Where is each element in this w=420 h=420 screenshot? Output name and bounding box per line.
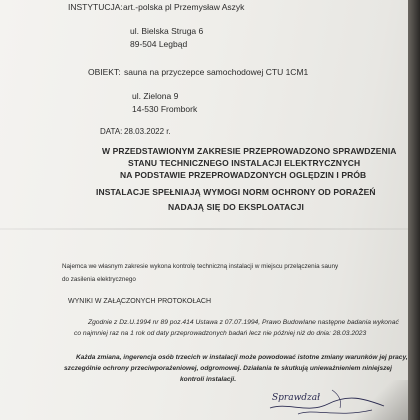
results-heading: WYNIKI W ZAŁĄCZONYCH PROTOKOŁACH [68,298,211,305]
institution-street: ul. Bielska Struga 6 [130,26,204,36]
warning-line-2: szczególnie ochrony przeciwporażeniowej, odgromowej. Działania te skutkują unieważnieniem niniejszej [64,365,392,372]
svg-text:Sprawdzał: Sprawdzał [272,393,321,403]
scope-line-1: Najemca we własnym zakresie wykona kontrolę techniczną instalacji w miejscu przelączenia sauny [62,263,339,270]
institution-name: art.-polska pl Przemysław Aszyk [123,2,245,12]
paper-fold [0,228,412,230]
statement-line-4: INSTALACJE SPEŁNIAJĄ WYMOGI NORM OCHRONY OD PORAŻEŃ [96,187,376,197]
object-street: ul. Zielona 9 [132,91,179,101]
legal-line-2: co najmniej raz na 1 rok od daty przeprowadzonych badań lecz nie później niż do dnia: 28.03.2023 [74,330,367,337]
object-city: 14-530 Frombork [132,104,198,114]
scope-line-2: do zasilenia elektrycznego [62,276,136,283]
object-name: sauna na przyczepce samochodowej CTU 1CM1 [124,67,309,77]
statement-line-5: NADAJĄ SIĘ DO EKSPLOATACJI [168,202,304,212]
background-edge [408,0,420,420]
page-shadow-corner [352,380,412,420]
statement-line-3: NA PODSTAWIE PRZEPROWADZONYCH OGLĘDZIN I PRÓB [120,170,367,180]
warning-line-1: Każda zmiana, ingerencja osób trzecich w instalacji może powodować istotne zmiany warunków jej pracy, [76,354,408,361]
statement-line-1: W PRZEDSTAWIONYM ZAKRESIE PRZEPROWADZONO SPRAWDZENIA [102,146,397,156]
institution-city: 89-504 Legbąd [130,39,188,49]
statement-line-2: STANU TECHNICZNEGO INSTALACJI ELEKTRYCZNYCH [128,158,361,168]
date-value: 28.03.2022 r. [124,127,171,136]
object-label: OBIEKT: [88,67,121,77]
date-label: DATA: [100,127,123,136]
warning-line-3: kontroli instalacji. [180,376,237,383]
institution-label: INSTYTUCJA: [68,2,123,12]
legal-line-1: Zgodnie z Dz.U.1994 nr 89 poz.414 Ustawa z 07.07.1994, Prawo Budowlane następne badania wykonać [88,319,399,326]
